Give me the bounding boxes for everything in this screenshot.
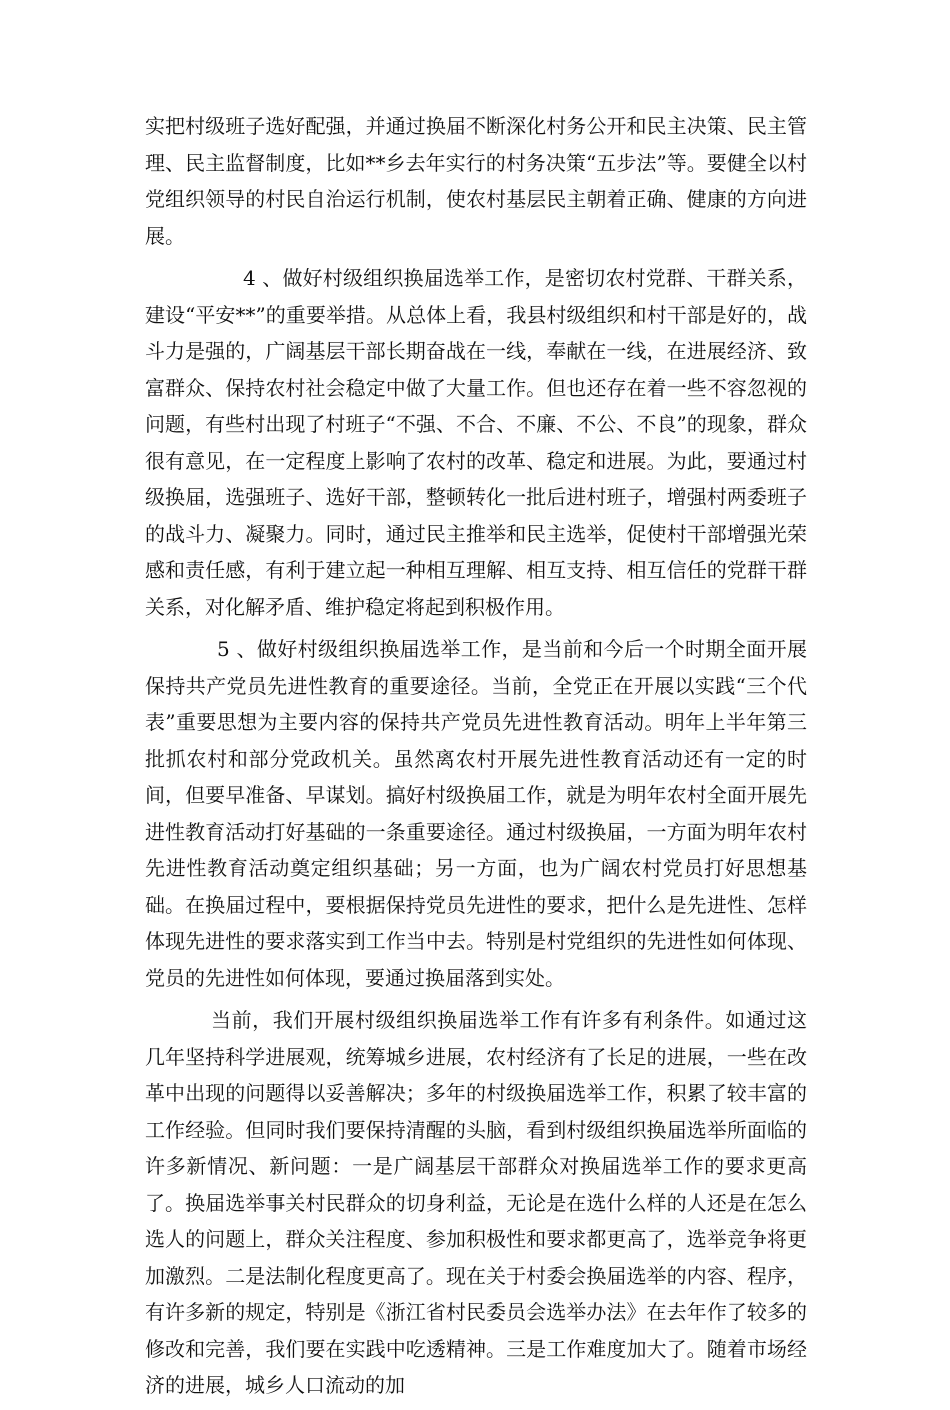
paragraph-current-conditions: 当前，我们开展村级组织换届选举工作有许多有利条件。如通过这几年坚持科学进展观，统筹城乡进展，农村经济有了长足的进展，一些在改革中出现的问题得以妥善解决；多年的村级换届选举工作，积累了较丰富的工作经验。但同时我们要保持清醒的头脑，看到村级组织换届选举所面临的许多新情况、新问题：一是广阔基层干部群众对换届选举工作的要求更高了。换届选举事关村民群众的切身利益，无论是在选什么样的人还是在怎么选人的问题上，群众关注程度、参加积极性和要求都更高了，选举竞争将更加激烈。二是法制化程度更高了。现在关于村委会换届选举的内容、程序，有许多新的规定，特别是《浙江省村民委员会选举办法》在去年作了较多的修改和完善，我们要在实践中吃透精神。三是工作难度加大了。随着市场经济的进展，城乡人口流动的加 <box>145 1008 807 1397</box>
paragraph-point-4: 4 、做好村级组织换届选举工作，是密切农村党群、干群关系，建设“平安**”的重要举措。从总体上看，我县村级组织和村干部是好的，战斗力是强的，广阔基层干部长期奋战在一线，奉献在一线，在进展经济、致富群众、保持农村社会稳定中做了大量工作。但也还存在着一些不容忽视的问题，有些村出现了村班子“不强、不合、不廉、不公、不良”的现象，群众很有意见，在一定程度上影响了农村的改革、稳定和进展。为此，要通过村级换届，选强班子、选好干部，整顿转化一批后进村班子，增强村两委班子的战斗力、凝聚力。同时，通过民主推举和民主选举，促使村干部增强光荣感和责任感，有利于建立起一种相互理解、相互支持、相互信任的党群干群关系，对化解矛盾、维护稳定将起到积极作用。 <box>145 266 807 619</box>
paragraph-point-5: 5 、做好村级组织换届选举工作，是当前和今后一个时期全面开展保持共产党员先进性教育的重要途径。当前，全党正在开展以实践“三个代表”重要思想为主要内容的保持共产党员先进性教育活动。明年上半年第三批抓农村和部分党政机关。虽然离农村开展先进性教育活动还有一定的时间，但要早准备、早谋划。搞好村级换届工作，就是为明年农村全面开展先进性教育活动打好基础的一条重要途径。通过村级换届，一方面为明年农村先进性教育活动奠定组织基础；另一方面，也为广阔农村党员打好思想基础。在换届过程中，要根据保持党员先进性的要求，把什么是先进性、怎样体现先进性的要求落实到工作当中去。特别是村党组织的先进性如何体现、党员的先进性如何体现，要通过换届落到实处。 <box>145 637 807 990</box>
document-body <box>145 108 807 1410</box>
paragraph-continuation: 实把村级班子选好配强，并通过换届不断深化村务公开和民主决策、民主管理、民主监督制度，比如**乡去年实行的村务决策“五步法”等。要健全以村党组织领导的村民自治运行机制，使农村基层民主朝着正确、健康的方向进展。 <box>145 114 807 248</box>
